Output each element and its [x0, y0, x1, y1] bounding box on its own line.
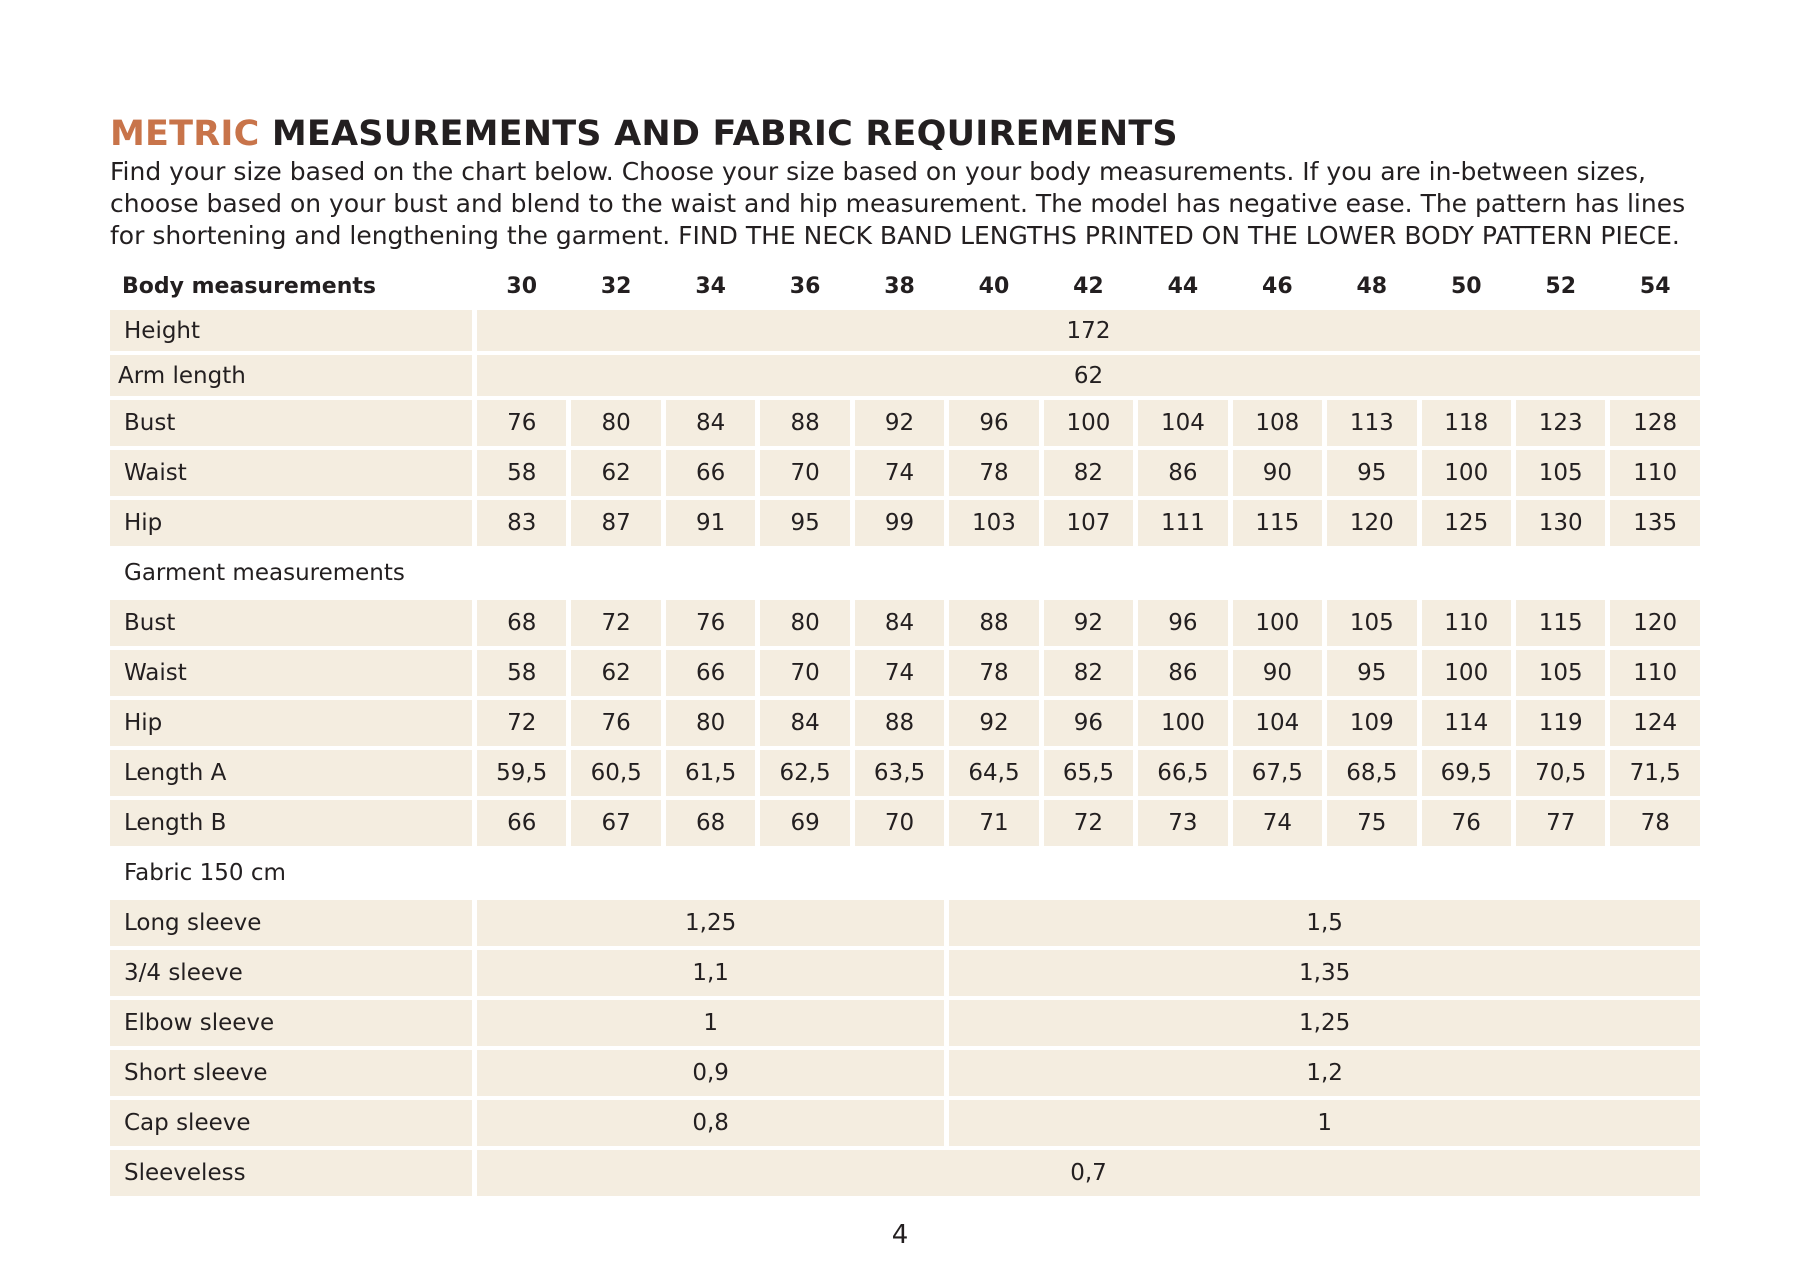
table-cell: 107: [1044, 500, 1133, 546]
table-cell: 64,5: [949, 750, 1038, 796]
table-cell: 75: [1327, 800, 1416, 846]
fabric-row: [110, 1000, 1700, 1046]
table-cell: 74: [855, 450, 944, 496]
table-row: [110, 750, 1700, 796]
table-cell: 66,5: [1138, 750, 1227, 796]
table-row: [110, 700, 1700, 746]
table-cell: 62: [571, 650, 660, 696]
table-cell: 88: [949, 600, 1038, 646]
table-cell: 72: [1044, 800, 1133, 846]
fabric-row: [110, 950, 1700, 996]
table-cell: 114: [1422, 700, 1511, 746]
table-cell: 86: [1138, 450, 1227, 496]
garment-section-row: [110, 550, 1700, 596]
table-cell: 83: [477, 500, 566, 546]
table-row: [110, 800, 1700, 846]
table-cell: 90: [1233, 650, 1322, 696]
table-cell: 88: [855, 700, 944, 746]
row-label: Length B: [110, 800, 472, 846]
table-cell: 105: [1516, 650, 1605, 696]
table-cell: 69: [760, 800, 849, 846]
table-cell: 110: [1422, 600, 1511, 646]
fabric-all-sizes-cell: 0,7: [477, 1150, 1700, 1196]
table-cell: 100: [1233, 600, 1322, 646]
section-heading: Garment measurements: [124, 560, 405, 586]
table-cell: 82: [1044, 650, 1133, 696]
table-row: [110, 600, 1700, 646]
size-header: 30: [506, 273, 538, 299]
table-cell: 62,5: [760, 750, 849, 796]
row-label: Hip: [110, 500, 472, 546]
fabric-large-sizes-cell: 1,25: [949, 1000, 1700, 1046]
fabric-small-sizes-cell: 0,8: [477, 1100, 944, 1146]
table-cell: 68: [666, 800, 755, 846]
table-cell: 100: [1044, 400, 1133, 446]
table-cell: 99: [855, 500, 944, 546]
table-cell: 84: [760, 700, 849, 746]
table-cell: 92: [949, 700, 1038, 746]
table-cell: 110: [1610, 450, 1700, 496]
table-cell: 120: [1327, 500, 1416, 546]
table-cell: 100: [1422, 450, 1511, 496]
row-label: Elbow sleeve: [110, 1000, 472, 1046]
row-label: Height: [110, 310, 472, 351]
fabric-row: [110, 1050, 1700, 1096]
table-cell: 135: [1610, 500, 1700, 546]
table-cell: 72: [571, 600, 660, 646]
size-header: 52: [1545, 273, 1577, 299]
section-heading: Fabric 150 cm: [124, 860, 286, 886]
table-cell: 95: [1327, 650, 1416, 696]
table-cell: 76: [571, 700, 660, 746]
table-cell: 109: [1327, 700, 1416, 746]
row-label: Bust: [110, 400, 472, 446]
table-row: [110, 500, 1700, 546]
table-cell: 77: [1516, 800, 1605, 846]
table-cell: 70: [760, 450, 849, 496]
size-header: 44: [1167, 273, 1199, 299]
table-cell: 62: [571, 450, 660, 496]
table-cell: 66: [666, 450, 755, 496]
table-row-height: [110, 310, 1700, 351]
table-cell: 59,5: [477, 750, 566, 796]
header-label: Body measurements: [122, 273, 376, 299]
table-cell: 76: [666, 600, 755, 646]
table-cell: 130: [1516, 500, 1605, 546]
row-label: Waist: [110, 450, 472, 496]
table-cell: 124: [1610, 700, 1700, 746]
table-cell: 63,5: [855, 750, 944, 796]
fabric-row: [110, 1100, 1700, 1146]
size-header: 54: [1639, 273, 1671, 299]
table-cell: 78: [1610, 800, 1700, 846]
table-cell: 96: [1044, 700, 1133, 746]
table-cell: 73: [1138, 800, 1227, 846]
table-cell: 86: [1138, 650, 1227, 696]
table-cell: 58: [477, 450, 566, 496]
table-cell: 96: [949, 400, 1038, 446]
row-label: Short sleeve: [110, 1050, 472, 1096]
intro-text: Find your size based on the chart below. Choose your size based on your body measurements. If you are in-between sizes, choose based on your bust and blend to the waist and hip measurement. The model has negative ease. The pattern has lines for shortening and lengthening the garment. FIND THE NECK BAND LENGTHS PRINTED ON THE LOWER BODY PATTERN PIECE.: [110, 157, 1686, 250]
row-value: 172: [477, 310, 1700, 351]
size-header: 40: [978, 273, 1010, 299]
table-cell: 70: [760, 650, 849, 696]
table-cell: 90: [1233, 450, 1322, 496]
table-cell: 87: [571, 500, 660, 546]
table-cell: 76: [1422, 800, 1511, 846]
table-cell: 78: [949, 650, 1038, 696]
table-cell: 88: [760, 400, 849, 446]
fabric-small-sizes-cell: 1: [477, 1000, 944, 1046]
row-value: 62: [477, 355, 1700, 396]
table-cell: 110: [1610, 650, 1700, 696]
header-row: [110, 266, 1700, 306]
row-label: Arm length: [110, 355, 472, 396]
table-cell: 61,5: [666, 750, 755, 796]
fabric-large-sizes-cell: 1,2: [949, 1050, 1700, 1096]
table-cell: 84: [666, 400, 755, 446]
size-header: 32: [600, 273, 632, 299]
row-label: Waist: [110, 650, 472, 696]
table-row: [110, 650, 1700, 696]
page-title: [110, 112, 1700, 156]
table-row-arm-length: [110, 355, 1700, 396]
table-cell: 92: [855, 400, 944, 446]
fabric-row: [110, 900, 1700, 946]
page-number: 4: [891, 1220, 909, 1250]
table-cell: 71: [949, 800, 1038, 846]
row-label: Sleeveless: [110, 1150, 472, 1196]
fabric-large-sizes-cell: 1: [949, 1100, 1700, 1146]
size-header: 50: [1450, 273, 1482, 299]
fabric-large-sizes-cell: 1,35: [949, 950, 1700, 996]
table-cell: 66: [477, 800, 566, 846]
table-cell: 71,5: [1610, 750, 1700, 796]
title-rest: MEASUREMENTS AND FABRIC REQUIREMENTS: [259, 114, 1178, 154]
row-label: Cap sleeve: [110, 1100, 472, 1146]
table-cell: 91: [666, 500, 755, 546]
table-cell: 74: [855, 650, 944, 696]
table-cell: 115: [1233, 500, 1322, 546]
table-cell: 70: [855, 800, 944, 846]
size-header: 46: [1262, 273, 1293, 299]
row-label: 3/4 sleeve: [110, 950, 472, 996]
table-cell: 95: [760, 500, 849, 546]
table-cell: 92: [1044, 600, 1133, 646]
table-cell: 60,5: [571, 750, 660, 796]
table-cell: 108: [1233, 400, 1322, 446]
table-cell: 100: [1138, 700, 1227, 746]
table-cell: 84: [855, 600, 944, 646]
row-label: Bust: [110, 600, 472, 646]
table-cell: 72: [477, 700, 566, 746]
table-row: [110, 400, 1700, 446]
table-cell: 100: [1422, 650, 1511, 696]
fabric-small-sizes-cell: 0,9: [477, 1050, 944, 1096]
row-label: Long sleeve: [110, 900, 472, 946]
table-cell: 66: [666, 650, 755, 696]
table-cell: 67: [571, 800, 660, 846]
table-cell: 123: [1516, 400, 1605, 446]
table-cell: 78: [949, 450, 1038, 496]
table-cell: 65,5: [1044, 750, 1133, 796]
row-label: Length A: [110, 750, 472, 796]
table-cell: 70,5: [1516, 750, 1605, 796]
fabric-small-sizes-cell: 1,1: [477, 950, 944, 996]
table-cell: 69,5: [1422, 750, 1511, 796]
table-body: [110, 310, 1700, 1196]
table-cell: 80: [760, 600, 849, 646]
table-cell: 111: [1138, 500, 1227, 546]
table-cell: 74: [1233, 800, 1322, 846]
table-cell: 119: [1516, 700, 1605, 746]
table-cell: 58: [477, 650, 566, 696]
size-header: 34: [695, 273, 726, 299]
table-cell: 128: [1610, 400, 1700, 446]
table-cell: 95: [1327, 450, 1416, 496]
row-label: Hip: [110, 700, 472, 746]
size-header: 42: [1073, 273, 1104, 299]
table-cell: 118: [1422, 400, 1511, 446]
table-cell: 113: [1327, 400, 1416, 446]
table-cell: 104: [1233, 700, 1322, 746]
table-row: [110, 450, 1700, 496]
table-cell: 104: [1138, 400, 1227, 446]
table-cell: 115: [1516, 600, 1605, 646]
table-cell: 76: [477, 400, 566, 446]
table-cell: 105: [1327, 600, 1416, 646]
fabric-small-sizes-cell: 1,25: [477, 900, 944, 946]
size-header: 38: [884, 273, 915, 299]
fabric-large-sizes-cell: 1,5: [949, 900, 1700, 946]
table-cell: 120: [1610, 600, 1700, 646]
size-header: 36: [789, 273, 821, 299]
table-cell: 80: [666, 700, 755, 746]
table-cell: 80: [571, 400, 660, 446]
table-cell: 103: [949, 500, 1038, 546]
page: [110, 112, 1700, 1186]
table-cell: 68,5: [1327, 750, 1416, 796]
fabric-row-sleeveless: [110, 1150, 1700, 1196]
table-cell: 68: [477, 600, 566, 646]
table-cell: 82: [1044, 450, 1133, 496]
fabric-section-row: [110, 850, 1700, 896]
title-accent: METRIC: [110, 114, 260, 154]
table-cell: 67,5: [1233, 750, 1322, 796]
table-cell: 96: [1138, 600, 1227, 646]
size-chart-table: [105, 262, 1705, 1200]
size-header: 48: [1356, 273, 1388, 299]
table-cell: 125: [1422, 500, 1511, 546]
table-cell: 105: [1516, 450, 1605, 496]
